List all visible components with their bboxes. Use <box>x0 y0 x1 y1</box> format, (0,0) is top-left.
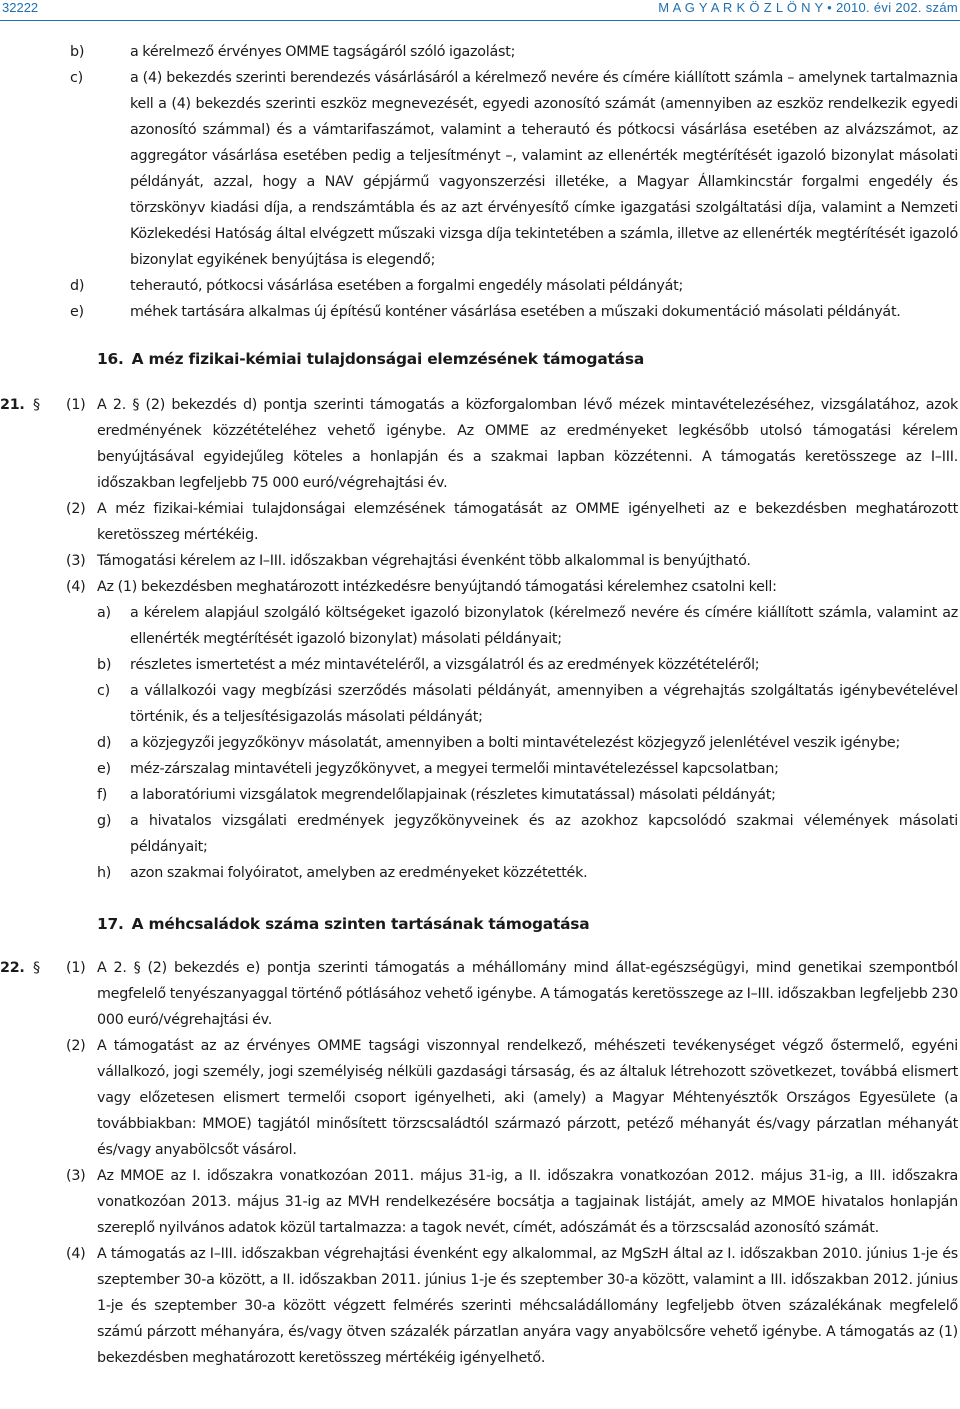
list-item <box>0 600 960 652</box>
section-number: 21. <box>0 397 25 413</box>
list-item-label: e) <box>70 304 84 320</box>
list-item-text: a laboratóriumi vizsgálatok megrendelőlapjainak (részletes kimutatással) másolati példányát; <box>130 787 776 803</box>
section-heading <box>97 911 960 937</box>
list-item-label: d) <box>70 278 85 294</box>
paragraph-text: A 2. § (2) bekezdés e) pontja szerinti támogatás a méhállomány mind állat-egészségügyi, mind genetikai szempontból megfelelő tenyészanyaggal történő pótlásához vehető igénybe. A támogatás keretösszege az I–III. időszakban legfeljebb 230 000 euró/végrehajtási év. <box>97 960 958 1028</box>
header-rule <box>0 20 960 21</box>
paragraph <box>0 392 960 496</box>
list-item-text: a vállalkozói vagy megbízási szerződés másolati példányát, amennyiben a végrehajtás szolgáltatás igénybevételével történik, és a teljesítésigazolás másolati példányát; <box>130 683 958 725</box>
section-number: 22. <box>0 960 25 976</box>
paragraph <box>0 1033 960 1163</box>
paragraph <box>0 1163 960 1241</box>
list-item <box>0 782 960 808</box>
paragraph-label: (4) <box>66 1246 86 1262</box>
paragraph <box>0 1241 960 1371</box>
list-item-text: teherautó, pótkocsi vásárlása esetében a forgalmi engedély másolati példányát; <box>130 278 684 294</box>
list-item-text: azon szakmai folyóiratot, amelyben az eredményeket közzétették. <box>130 865 588 881</box>
list-item-label: b) <box>97 657 112 673</box>
section-heading-title: A méz fizikai-kémiai tulajdonságai elemzésének támogatása <box>131 350 645 368</box>
section-heading-number: 16. <box>97 350 124 368</box>
list-item <box>0 652 960 678</box>
list-item-label: c) <box>70 70 83 86</box>
list-item <box>0 65 960 273</box>
list-item <box>0 678 960 730</box>
section-heading-title: A méhcsaládok száma szinten tartásának támogatása <box>131 915 590 933</box>
list-item-text: a (4) bekezdés szerinti berendezés vásárlásáról a kérelmező nevére és címére kiállított számla – amelynek tartalmaznia kell a (4) bekezdés szerinti eszköz megnevezését, egyedi azonosító számát (amennyiben az eszköz rendelkezik egyedi azonosító számmal) és a vámtarifaszámot, valamint a teherautó és pótkocsi vásárlása esetében az alvázszámot, az aggregátor vásárlása esetében pedig a teljesítményt –, valamint az ellenérték megtérítését igazoló bizonylat másolati példányát, azzal, hogy a NAV gépjármű vagyonszerzési illetéke, a Magyar Államkincstár forgalmi engedély és törzskönyv kiadási díja, a rendszámtábla és az azt érvényesítő címke igazgatási szolgáltatási díja, valamint a Nemzeti Közlekedési Hatóság által elvégzett műszaki vizsga díja tekintetében a számla, illetve az ellenérték megtérítését igazoló bizonylat egyikének benyújtása is elegendő; <box>130 70 958 268</box>
list-item-text: a közjegyzői jegyzőkönyv másolatát, amennyiben a bolti mintavételezést közjegyző jelenlétével veszik igénybe; <box>130 735 901 751</box>
list-item-label: c) <box>97 683 110 699</box>
list-item-text: a kérelem alapjául szolgáló költségeket igazoló bizonylatok (kérelmező nevére és címére kiállított számla, valamint az ellenérték megtérítését igazoló bizonylat) másolati példányait; <box>130 605 958 647</box>
paragraph-text: Támogatási kérelem az I–III. időszakban végrehajtási évenként több alkalommal is benyújtható. <box>97 553 751 569</box>
paragraph-text: A méz fizikai-kémiai tulajdonságai elemzésének támogatását az OMME igényelheti az e bekezdésben meghatározott keretösszeg mértékéig. <box>97 501 958 543</box>
section-sign: § <box>33 397 40 413</box>
list-item-text: a kérelmező érvényes OMME tagságáról szóló igazolást; <box>130 44 516 60</box>
list-item <box>0 730 960 756</box>
list-item-label: e) <box>97 761 111 777</box>
document-body <box>0 39 960 1371</box>
section-heading-number: 17. <box>97 915 124 933</box>
list-item <box>0 39 960 65</box>
list-item <box>0 808 960 860</box>
page-number: 32222 <box>2 0 39 15</box>
paragraph-text: Az (1) bekezdésben meghatározott intézkedésre benyújtandó támogatási kérelemhez csatolni kell: <box>97 579 777 595</box>
list-item <box>0 756 960 782</box>
list-item-label: f) <box>97 787 108 803</box>
list-item-text: méz-zárszalag mintavételi jegyzőkönyvet, a megyei termelői mintavételezéssel kapcsolatban; <box>130 761 779 777</box>
paragraph <box>0 548 960 574</box>
list-item-text: méhek tartására alkalmas új építésű konténer vásárlása esetében a műszaki dokumentáció másolati példányát. <box>130 304 901 320</box>
paragraph-label: (1) <box>66 960 86 976</box>
list-item-label: b) <box>70 44 85 60</box>
paragraph-label: (2) <box>66 1038 86 1054</box>
list-item-text: részletes ismertetést a méz mintavételéről, a vizsgálatról és az eredmények közzétételéről; <box>130 657 760 673</box>
paragraph-label: (2) <box>66 501 86 517</box>
paragraph-text: A támogatás az I–III. időszakban végrehajtási évenként egy alkalommal, az MgSzH által az I. időszakban 2010. június 1-je és szeptember 30-a között, a II. időszakban 2011. június 1-je és szeptember 30-a között, valamint a III. időszakban 2012. június 1-je és szeptember 30-a között végzett felmérés szerinti méhcsaládállomány legfeljebb ötven százalékának megfelelő számú párzott méhanyára, és/vagy ötven százalék párzatlan anyára vagy anyabölcsőre vehető igénybe. A támogatás az (1) bekezdésben meghatározott keretösszeg mértékéig igényelhető. <box>97 1246 958 1366</box>
page-header <box>0 0 960 22</box>
list-item-label: g) <box>97 813 112 829</box>
paragraph-text: Az MMOE az I. időszakra vonatkozóan 2011. május 31-ig, a II. időszakra vonatkozóan 2012. május 31-ig, a III. időszakra vonatkozóan 2013. május 31-ig az MVH rendelkezésére bocsátja a tagjainak listáját, amely az MMOE hivatalos honlapján szereplő nyilvános adatok közül tartalmazza: a tagok nevét, címét, adószámát és a törzscsalád azonosító számát. <box>97 1168 958 1236</box>
paragraph <box>0 496 960 548</box>
section-heading <box>97 346 960 372</box>
list-item-label: d) <box>97 735 112 751</box>
paragraph <box>0 574 960 600</box>
paragraph-label: (3) <box>66 1168 86 1184</box>
section-sign: § <box>33 960 40 976</box>
list-item <box>0 860 960 886</box>
paragraph-label: (4) <box>66 579 86 595</box>
journal-title: M A G Y A R K Ö Z L Ö N Y • 2010. évi 202. szám <box>658 0 958 15</box>
paragraph-text: A 2. § (2) bekezdés d) pontja szerinti támogatás a közforgalomban lévő mézek mintavételezéséhez, vizsgálatához, azok eredményének közzétételéhez vehető igénybe. Az OMME az eredményeket legkésőbb utolsó támogatási kérelem benyújtásával egyidejűleg köteles a honlapján és a szakmai lapban közzétenni. A támogatás keretösszege az I–III. időszakban legfeljebb 75 000 euró/végrehajtási év. <box>97 397 958 491</box>
list-item <box>0 299 960 325</box>
paragraph <box>0 955 960 1033</box>
list-item-label: h) <box>97 865 112 881</box>
paragraph-label: (1) <box>66 397 86 413</box>
paragraph-label: (3) <box>66 553 86 569</box>
list-item <box>0 273 960 299</box>
paragraph-text: A támogatást az az érvényes OMME tagsági viszonnyal rendelkező, méhészeti tevékenységet végző őstermelő, egyéni vállalkozó, jogi személy, jogi személyiség nélküli gazdasági társaság, és az általuk létrehozott szövetkezet, továbbá elismert vagy előzetesen elismert termelői csoport igényelheti, aki (amely) a Magyar Méhtenyésztők Országos Egyesülete (a továbbiakban: MMOE) tagjától minősített törzscsaládtól származó párzott, petéző méhanyát és/vagy párzatlan méhanyát és/vagy anyabölcsőt vásárol. <box>97 1038 958 1158</box>
list-item-label: a) <box>97 605 111 621</box>
list-item-text: a hivatalos vizsgálati eredmények jegyzőkönyveinek és az azokhoz kapcsolódó szakmai vélemények másolati példányait; <box>130 813 958 855</box>
